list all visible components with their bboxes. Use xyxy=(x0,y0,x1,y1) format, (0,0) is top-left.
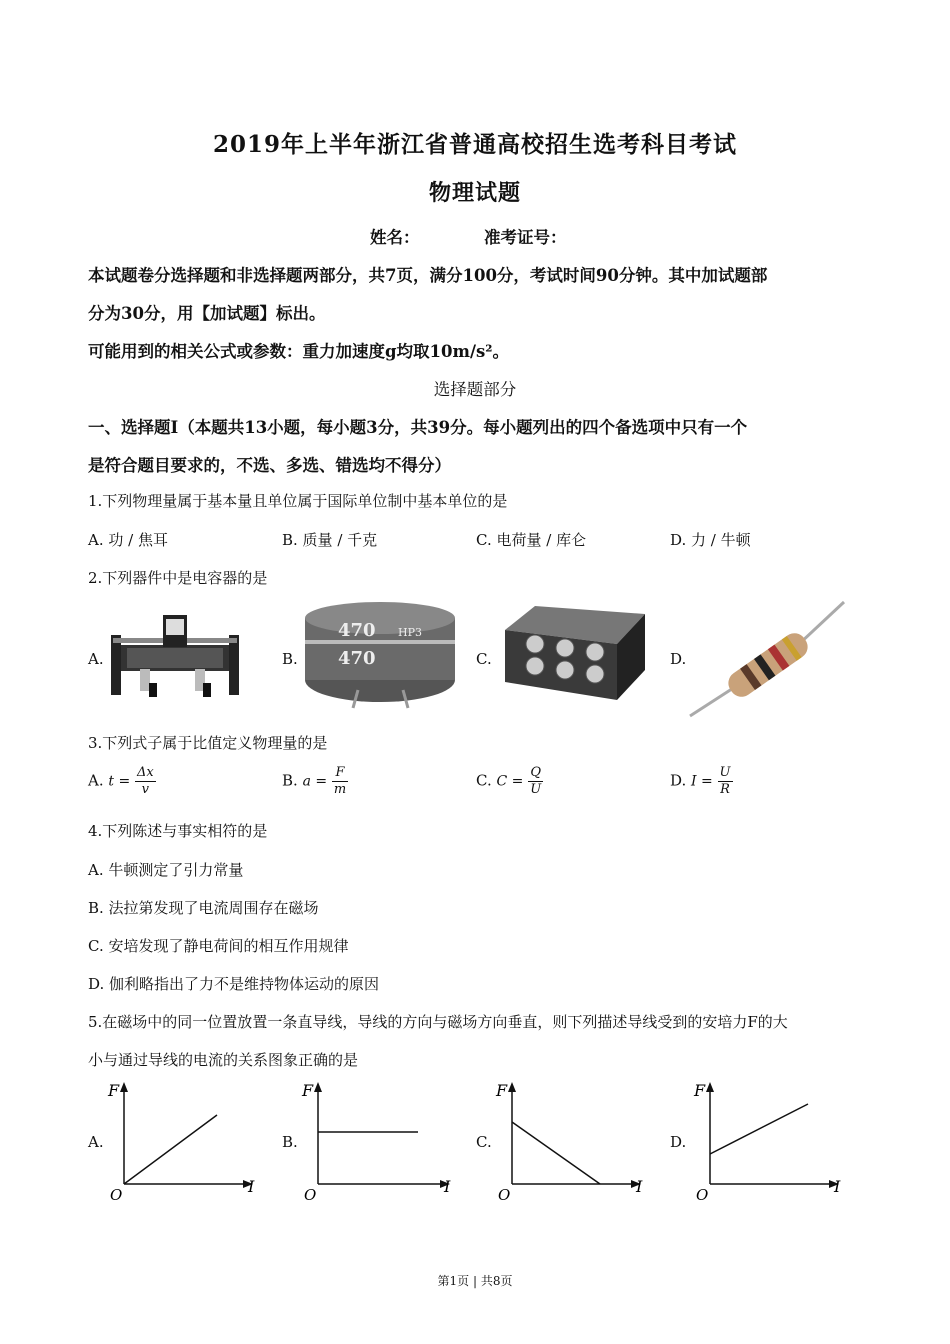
q3-option-a xyxy=(88,765,156,798)
resistance-box-image xyxy=(495,600,650,710)
intro-line-3: 可能用到的相关公式或参数：重力加速度g均取10m/s²。 xyxy=(88,342,509,361)
graph-c xyxy=(490,1080,650,1205)
q5-stem-2: 小与通过导线的电流的关系图象正确的是 xyxy=(88,1051,359,1069)
exam-subtitle: 物理试题 xyxy=(428,180,521,206)
q3-option-d xyxy=(670,765,733,798)
q1-option-c: C. 电荷量 / 库仑 xyxy=(476,531,587,549)
q3-option-b-lhs: a = xyxy=(302,773,328,790)
q4-stem: 4.下列陈述与事实相符的是 xyxy=(88,822,268,840)
q3-b-denominator: m xyxy=(333,782,347,797)
q5-option-c: C. xyxy=(476,1133,492,1151)
graph-b-origin: O xyxy=(304,1186,317,1204)
id-label: 准考证号： xyxy=(484,228,567,247)
q3-option-b xyxy=(282,765,348,798)
q3-d-numerator: U xyxy=(719,765,731,780)
graph-a-y-label: F xyxy=(108,1081,120,1100)
q4-option-b: B. 法拉第发现了电流周围存在磁场 xyxy=(88,899,319,917)
rheostat-image xyxy=(105,605,245,705)
q3-option-a-label: A. xyxy=(88,771,104,790)
page-number: 第1页 | 共8页 xyxy=(437,1274,513,1288)
graph-a xyxy=(102,1080,262,1205)
q3-option-d-lhs: I = xyxy=(691,773,713,790)
section-title: 选择题部分 xyxy=(433,380,517,399)
graph-c-x-label: I xyxy=(636,1177,643,1196)
part1-instructions-2: 是符合题目要求的，不选、多选、错选均不得分） xyxy=(88,456,451,475)
q3-option-a-lhs: t = xyxy=(108,773,131,790)
q5-option-b: B. xyxy=(282,1133,298,1151)
q4-option-c: C. 安培发现了静电荷间的相互作用规律 xyxy=(88,937,349,955)
q2-option-b: B. xyxy=(282,650,298,668)
capacitor-model-label: HP3 xyxy=(398,626,422,639)
graph-d-y-label: F xyxy=(694,1081,706,1100)
q5-option-d: D. xyxy=(670,1133,687,1151)
resistor-image xyxy=(688,600,848,718)
q1-option-a: A. 功 / 焦耳 xyxy=(88,531,168,549)
q3-stem: 3.下列式子属于比值定义物理量的是 xyxy=(88,734,328,752)
q3-option-b-label: B. xyxy=(282,771,298,790)
q3-option-c xyxy=(476,765,543,798)
q3-option-c-fraction xyxy=(528,765,543,798)
q3-option-c-lhs: C = xyxy=(496,773,524,790)
q3-option-a-fraction xyxy=(135,765,156,798)
graph-b-x-label: I xyxy=(444,1177,451,1196)
q1-option-d: D. 力 / 牛顿 xyxy=(670,531,751,549)
graph-d-origin: O xyxy=(696,1186,709,1204)
graph-d xyxy=(688,1080,848,1205)
q4-option-a: A. 牛顿测定了引力常量 xyxy=(88,861,244,879)
graph-a-origin: O xyxy=(110,1186,123,1204)
name-label: 姓名： xyxy=(370,228,420,247)
exam-title: 2019年上半年浙江省普通高校招生选考科目考试 xyxy=(212,131,737,158)
q3-option-b-fraction xyxy=(332,765,348,798)
q2-option-c: C. xyxy=(476,650,492,668)
q3-c-denominator: U xyxy=(530,782,542,797)
q3-option-c-label: C. xyxy=(476,771,492,790)
graph-b-y-label: F xyxy=(302,1081,314,1100)
q3-a-numerator: Δx xyxy=(136,765,154,780)
graph-b xyxy=(296,1080,461,1205)
q4-option-d: D. 伽利略指出了力不是维持物体运动的原因 xyxy=(88,975,380,993)
graph-c-origin: O xyxy=(498,1186,511,1204)
capacitor-label-1: 470 xyxy=(338,620,376,641)
q2-stem: 2.下列器件中是电容器的是 xyxy=(88,569,268,587)
q5-stem-1: 5.在磁场中的同一位置放置一条直导线，导线的方向与磁场方向垂直，则下列描述导线受到的安培力F的大 xyxy=(88,1013,788,1031)
intro-line-2: 分为30分，用【加试题】标出。 xyxy=(88,304,326,323)
q1-stem: 1.下列物理量属于基本量且单位属于国际单位制中基本单位的是 xyxy=(88,492,508,510)
intro-line-1: 本试题卷分选择题和非选择题两部分，共7页，满分100分，考试时间90分钟。其中加试题部 xyxy=(88,266,768,285)
capacitor-label-2: 470 xyxy=(338,648,376,669)
graph-c-y-label: F xyxy=(496,1081,508,1100)
part1-instructions-1: 一、选择题Ⅰ（本题共13小题，每小题3分，共39分。每小题列出的四个备选项中只有一个 xyxy=(88,418,748,437)
q2-option-d: D. xyxy=(670,650,687,668)
q5-option-a: A. xyxy=(88,1133,104,1151)
q3-d-denominator: R xyxy=(720,782,730,797)
q3-a-denominator: v xyxy=(141,782,150,797)
graph-d-x-label: I xyxy=(834,1177,841,1196)
capacitor-image xyxy=(298,600,463,710)
graph-a-x-label: I xyxy=(248,1177,255,1196)
q2-option-a: A. xyxy=(88,650,104,668)
q3-b-numerator: F xyxy=(332,765,348,782)
q3-c-numerator: Q xyxy=(528,765,543,782)
q3-option-d-label: D. xyxy=(670,771,687,790)
q3-option-d-fraction xyxy=(718,765,733,798)
q1-option-b: B. 质量 / 千克 xyxy=(282,531,378,549)
